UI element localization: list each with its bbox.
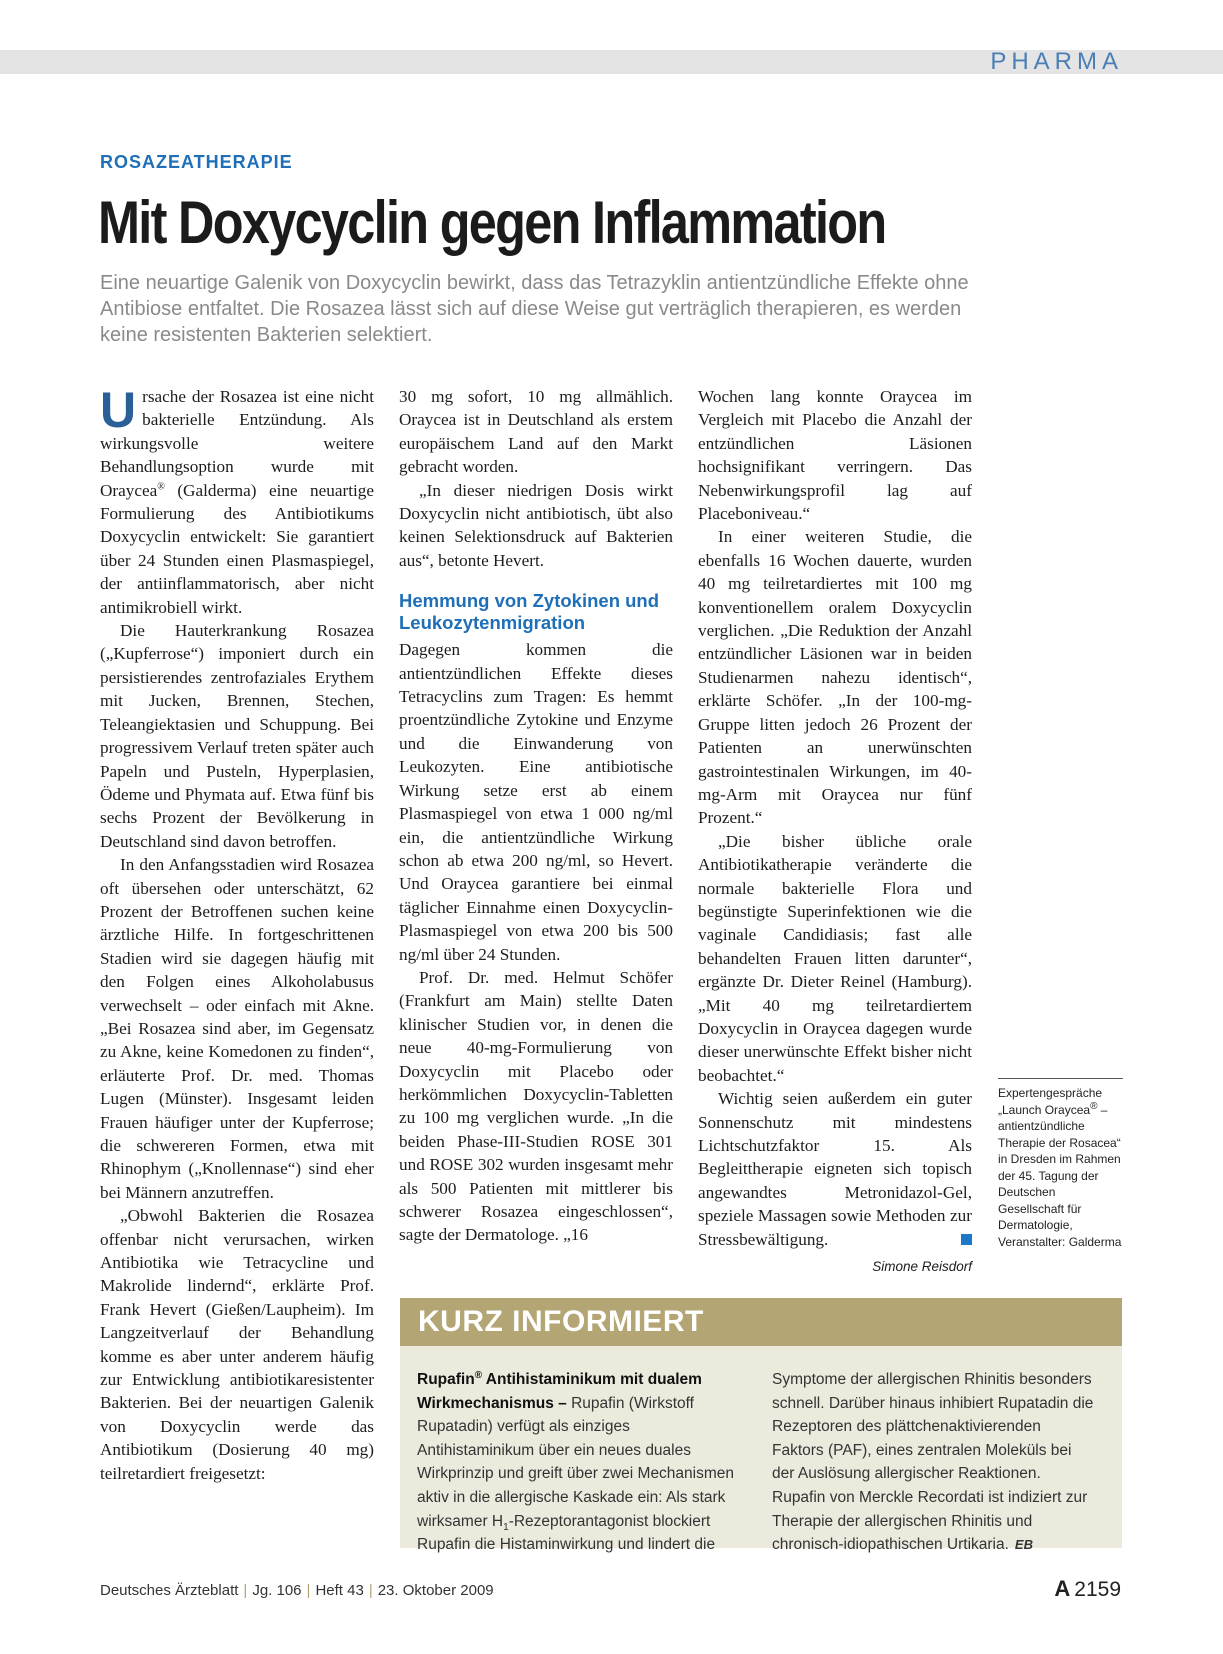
page-number [1054, 1576, 1121, 1602]
end-square-icon [961, 1234, 972, 1245]
page-prefix: A [1054, 1576, 1071, 1601]
drop-cap: U [100, 382, 137, 438]
text: Expertengespräche „Launch Oraycea [998, 1086, 1103, 1117]
article-column-2 [399, 385, 673, 1247]
separator: | [306, 1582, 311, 1599]
separator: | [368, 1582, 373, 1599]
text: (Galderma) eine neuartige Formulierung des Antibiotikums Doxycyclin entwickelt: Sie garantiert über 24 Stunden einen Plasmaspiegel, der antiinflammatorisch, aber nicht antimikrobiell wirkt. [100, 480, 374, 617]
registered-mark: ® [474, 1369, 483, 1381]
text: -Rezeptorantagonist blockiert Rupafin die Histaminwirkung und lindert die [417, 1512, 716, 1554]
author-name: Simone Reisdorf [872, 1259, 972, 1275]
sidenote [998, 1078, 1123, 1250]
signature: EB [1014, 1537, 1033, 1553]
info-box-column-1 [417, 1368, 739, 1557]
date: 23. Oktober 2009 [377, 1582, 494, 1599]
subheading: Hemmung von Zytokinen und Leukozytenmigration [399, 590, 660, 634]
volume: Jg. 106 [252, 1582, 302, 1599]
text: rsache der Rosazea ist eine nicht bakterielle Entzündung. Als wirkungsvolle weitere Behandlungsoption wurde mit Oraycea [100, 387, 374, 500]
paragraph: In einer weiteren Studie, die ebenfalls 16 Wochen dauerte, wurden 40 mg teilretardiertes mit 100 mg konventionellem oralem Doxycyclin verglichen. „Die Reduktion der Anzahl entzündlicher Läsionen war in beiden Studienarmen nahezu identisch“, erklärte Schöfer. „In der 100-mg-Gruppe litten jedoch 26 Prozent der Patienten an unerwünschten gastrointestinalen Wirkungen, im 40-mg-Arm mit Oraycea nur fünf Prozent.“ [698, 527, 972, 828]
text: Antihistaminikum mit dualem Wirkmechanismus – [417, 1371, 702, 1412]
registered-mark: ® [157, 480, 165, 492]
issue: Heft 43 [315, 1582, 364, 1599]
info-box-title: KURZ INFORMIERT [400, 1298, 1122, 1346]
paragraph: In den Anfangsstadien wird Rosazea oft übersehen oder unterschätzt, 62 Prozent der Betroffenen suchen keine ärztliche Hilfe. In fortgeschrittenen Stadien wird sie dagegen häufig mit den Folgen eines Alkoholabusus verwechselt – oder einfach mit Akne. „Bei Rosazea sind aber, im Gegensatz zu Akne, keine Komedonen zu finden“, erläuterte Prof. Dr. med. Thomas Lugen (Münster). Insgesamt leiden Frauen häufiger unter der Kupferrose; die schwereren Formen, etwa mit Rhinophym („Knollennase“) sind eher bei Männern anzutreffen. [100, 855, 374, 1202]
footer [100, 1582, 494, 1599]
paragraph [698, 1087, 972, 1251]
paragraph: Wochen lang konnte Oraycea im Vergleich mit Placebo die Anzahl der entzündlichen Läsionen hochsignifikant verringern. Das Nebenwirkungsprofil lag auf Placeboniveau.“ [698, 387, 972, 524]
info-box [400, 1298, 1122, 1554]
article-title: Mit Doxycyclin gegen Inflammation [98, 189, 886, 256]
paragraph: „Die bisher übliche orale Antibiotikatherapie veränderte die normale bakterielle Flora und begünstigte Superinfektionen wie die vaginale Candidiasis; fast alle behandelten Frauen litten darunter“, ergänzte Dr. Dieter Reinel (Hamburg). „Mit 40 mg teilretardiertem Doxycyclin in Oraycea dagegen wurde dieser unerwünschte Effekt bisher nicht beobachtet.“ [698, 831, 972, 1085]
paragraph: „In dieser niedrigen Dosis wirkt Doxycyclin nicht antibiotisch, übt also keinen Selektionsdruck auf Bakterien aus“, betonte Hevert. [399, 480, 673, 570]
article-column-1 [100, 382, 374, 1485]
article-lead: Eine neuartige Galenik von Doxycyclin bewirkt, dass das Tetrazyklin antientzündliche Effekte ohne Antibiose entfaltet. Die Rosazea lässt sich auf diese Weise gut verträglich therapieren, es werden keine resistenten Bakterien selektiert. [100, 272, 969, 346]
paragraph: Dagegen kommen die antientzündlichen Effekte dieses Tetracyclins zum Tragen: Es hemmt proentzündliche Zytokine und Enzyme und die Einwanderung von Leukozyten. Eine antibiotische Wirkung setze erst ab einem Plasmaspiegel von etwa 1 000 ng/ml ein, die antientzündliche Wirkung schon ab etwa 200 ng/ml, so Hevert. Und Oraycea garantiere bei einmal täglicher Einnahme einen Doxycyclin-Plasmaspiegel von etwa 200 bis 500 ng/ml über 24 Stunden. [399, 640, 673, 964]
paragraph: „Obwohl Bakterien die Rosazea offenbar nicht verursachen, wirken Antibiotika wie Tetracycline und Makrolide lindernd“, erklärte Prof. Frank Hevert (Gießen/Laupheim). Im Langzeitverlauf der Behandlung komme es aber unter anderem häufig zur Entwicklung antibiotikaresistenter Bakterien. Bei der neuartigen Galenik von Doxycyclin werde das Antibiotikum (Dosierung 40 mg) teilretardiert freigesetzt: [100, 1206, 374, 1483]
page-value: 2159 [1074, 1578, 1121, 1601]
text: – antientzündliche Therapie der Rosacea“ in Dresden im Rahmen der 45. Tagung der Deutschen Gesellschaft für Dermatologie, Veranstalter: Galderma [998, 1102, 1122, 1249]
text: Symptome der allergischen Rhinitis besonders schnell. Darüber hinaus inhibiert Rupatadin die Rezeptoren des plättchenaktivierenden Faktors (PAF), eines zentralen Moleküls bei der Auslösung allergischer Reaktionen. Rupafin von Merckle Recordati ist indiziert zur Therapie der allergischen Rhinitis und chronisch-idiopathischen Urtikaria. [772, 1371, 1094, 1554]
info-box-column-2 [772, 1368, 1094, 1557]
text: Wichtig seien außerdem ein guter Sonnenschutz mit mindestens Lichtschutzfaktor 15. Als Begleittherapie eigneten sich topisch angewandtes Metronidazol-Gel, speziele Massagen sowie Methoden zur Stressbewältigung. [698, 1089, 972, 1249]
registered-mark: ® [1090, 1100, 1098, 1112]
article-column-3 [698, 385, 972, 1278]
paragraph: Prof. Dr. med. Helmut Schöfer (Frankfurt am Main) stellte Daten klinischer Studien vor, in denen die neue 40-mg-Formulierung von Doxycyclin mit Placebo oder herkömmlichen Doxycyclin-Tabletten zu 100 mg verglichen wurde. „In die beiden Phase-III-Studien ROSE 301 und ROSE 302 wurden insgesamt mehr als 500 Patienten mit mittlerer bis schwerer Rosazea eingeschlossen“, sagte der Dermatologe. „16 [399, 967, 673, 1245]
text: Rupafin [417, 1371, 475, 1388]
paragraph: 30 mg sofort, 10 mg allmählich. Oraycea ist in Deutschland als erstem europäischem Land auf den Markt gebracht worden. [399, 387, 673, 477]
article-kicker: ROSAZEATHERAPIE [100, 152, 293, 172]
section-label: PHARMA [990, 48, 1123, 75]
subscript: 1 [503, 1521, 509, 1533]
paragraph: Die Hauterkrankung Rosazea („Kupferrose“) imponiert durch ein persistierendes zentrofaziales Erythem mit Jucken, Brennen, Stechen, Teleangiektasien und Schuppung. Bei progressivem Verlauf treten später auch Papeln und Pusteln, Hyperplasien, Ödeme und Phymata auf. Etwa fünf bis sechs Prozent der Bevölkerung in Deutschland sind davon betroffen. [100, 621, 374, 851]
journal-name: Deutsches Ärzteblatt [100, 1582, 239, 1599]
paragraph [100, 382, 374, 619]
text: Rupafin (Wirkstoff Rupatadin) verfügt als einziges Antihistaminikum über ein neues duales Wirkprinzip und greift über zwei Mechanismen aktiv in die allergische Kaskade ein: Als stark wirksamer H [417, 1394, 735, 1530]
separator: | [243, 1582, 248, 1599]
